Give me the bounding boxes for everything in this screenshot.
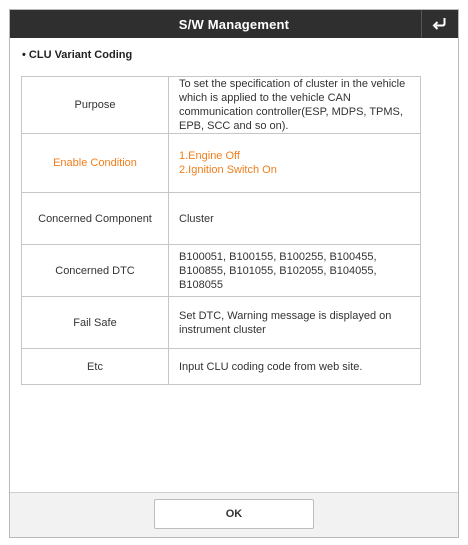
row-value-etc: Input CLU coding code from web site. (169, 349, 421, 385)
table-row (22, 193, 421, 245)
table-row (22, 245, 421, 297)
ok-button[interactable]: OK (154, 499, 314, 529)
info-table (21, 76, 421, 385)
row-label-etc: Etc (22, 349, 169, 385)
table-row (22, 77, 421, 134)
enable-condition-line-1: 1.Engine Off (179, 150, 240, 162)
dialog-title: S/W Management (178, 16, 290, 32)
row-label-fail-safe: Fail Safe (22, 297, 169, 349)
row-value-purpose: To set the specification of cluster in the vehicle which is applied to the vehicle CAN communication controller(ESP, MDPS, TPMS, EPB, SCC and so on). (169, 77, 421, 134)
enable-condition-line-2: 2.Ignition Switch On (179, 164, 277, 176)
dialog-footer (10, 492, 458, 537)
row-label-concerned-component: Concerned Component (22, 193, 169, 245)
row-label-purpose: Purpose (22, 77, 169, 134)
row-label-concerned-dtc: Concerned DTC (22, 245, 169, 297)
back-button[interactable] (421, 10, 458, 38)
sw-management-dialog (9, 9, 459, 538)
section-title: • CLU Variant Coding (22, 49, 133, 61)
table-row (22, 297, 421, 349)
return-arrow-icon (432, 17, 448, 31)
title-bar (10, 10, 458, 38)
row-label-enable-condition: Enable Condition (22, 134, 169, 193)
row-value-concerned-dtc: B100051, B100155, B100255, B100455, B100855, B101055, B102055, B104055, B108055 (169, 245, 421, 297)
table-row (22, 349, 421, 385)
row-value-fail-safe: Set DTC, Warning message is displayed on instrument cluster (169, 297, 421, 349)
table-row (22, 134, 421, 193)
row-value-concerned-component: Cluster (169, 193, 421, 245)
row-value-enable-condition (169, 134, 421, 193)
